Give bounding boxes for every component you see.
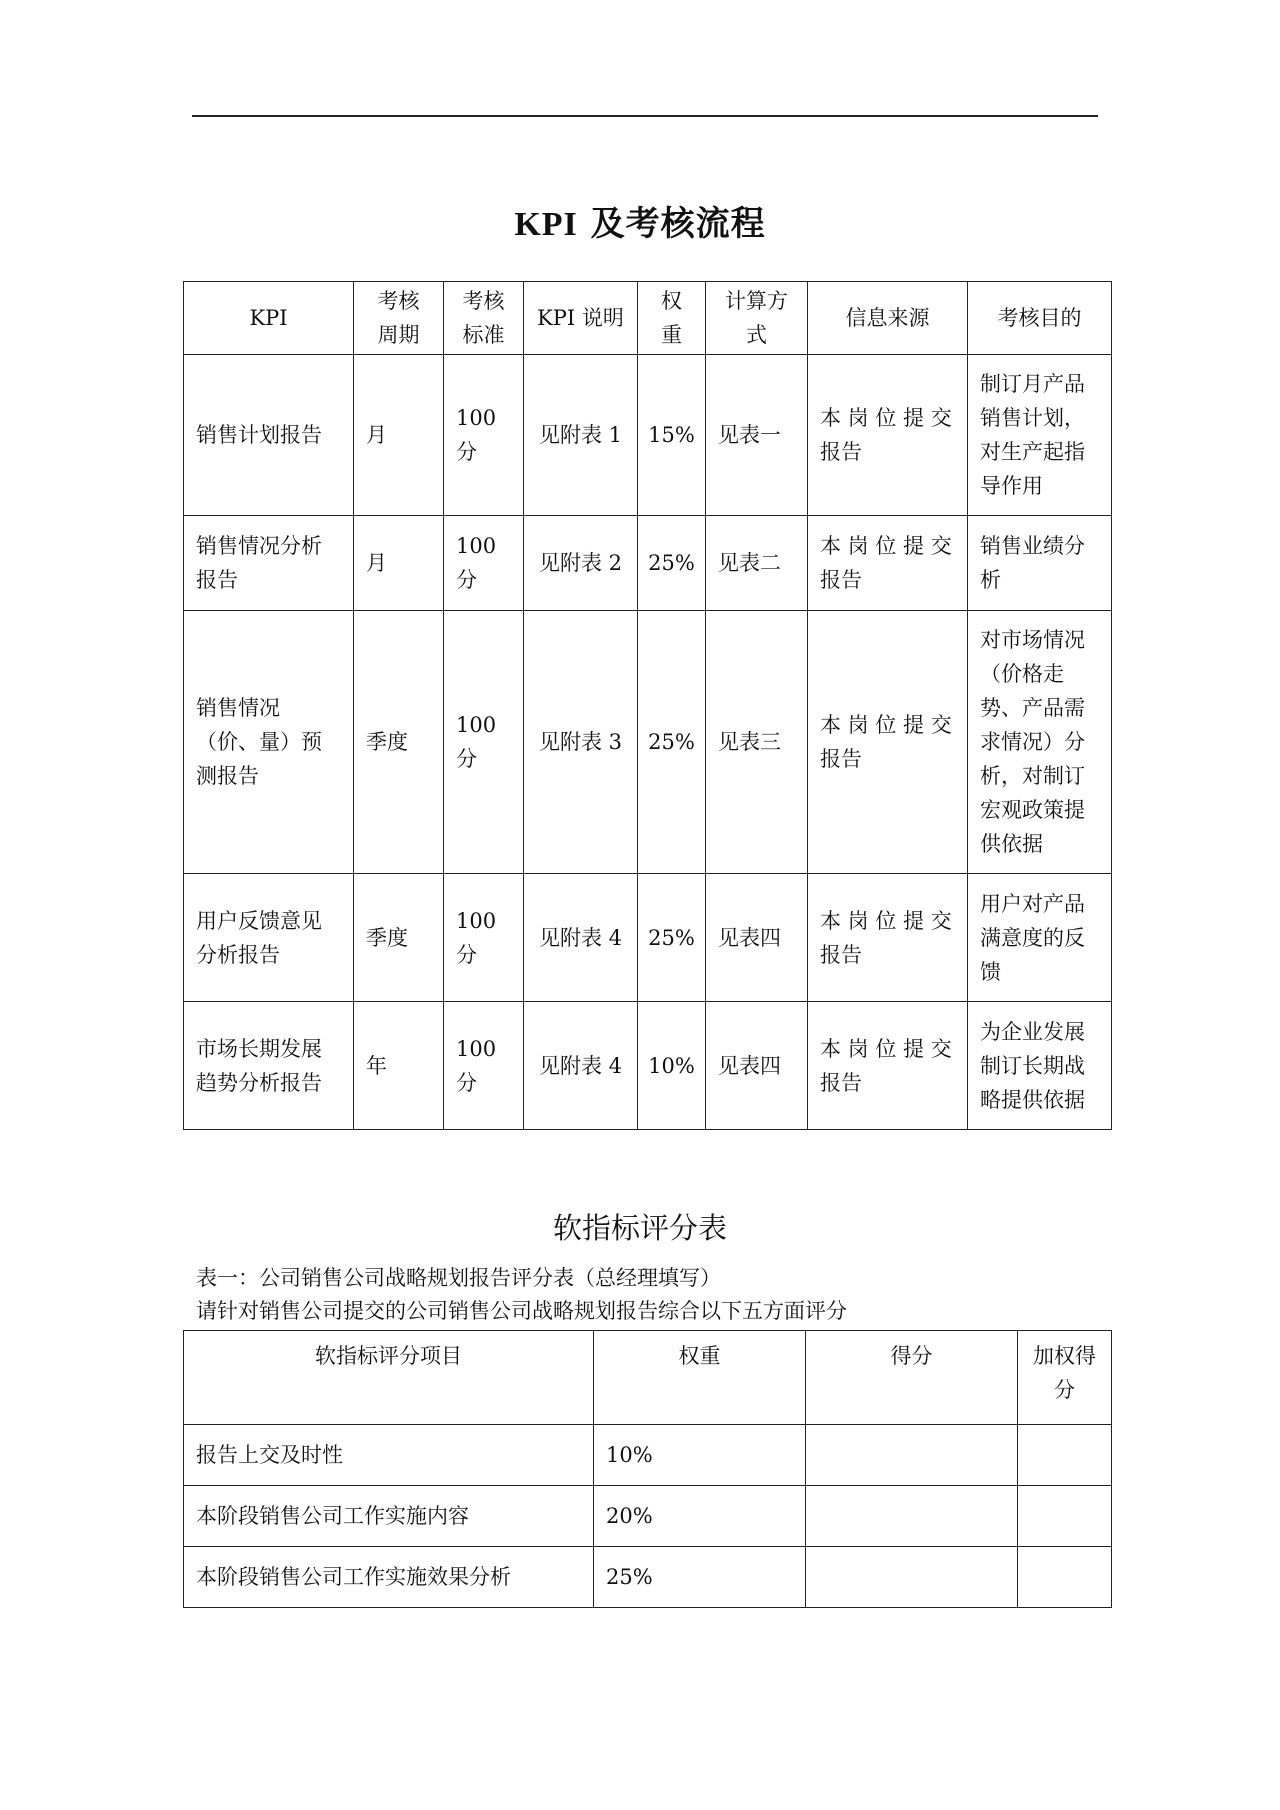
header-soft-weight xyxy=(594,1331,806,1425)
cell-weight: 10% xyxy=(638,1002,706,1130)
header-soft-weighted xyxy=(1018,1331,1112,1425)
cell-period: 月 xyxy=(354,355,444,516)
cell-soft-weighted xyxy=(1018,1486,1112,1547)
header-desc xyxy=(524,282,638,355)
cell-desc: 见附表 2 xyxy=(524,516,638,611)
header-soft-item-label: 软指标评分项目 xyxy=(315,1344,462,1368)
cell-desc: 见附表 4 xyxy=(524,1002,638,1130)
header-purpose xyxy=(968,282,1112,355)
cell-standard xyxy=(444,355,524,516)
header-soft-weighted-line2: 分 xyxy=(1054,1378,1075,1402)
title-rest: 及考核流程 xyxy=(590,204,766,244)
kpi-header-row xyxy=(184,282,1112,355)
header-standard-line2: 标准 xyxy=(462,323,505,347)
cell-source-line1: 本 岗 位 提 交 xyxy=(820,406,952,430)
cell-source-line1: 本 岗 位 提 交 xyxy=(820,1036,952,1061)
table-row xyxy=(184,1547,1112,1608)
header-rule xyxy=(192,115,1098,117)
cell-source-line2: 报告 xyxy=(820,1070,862,1095)
cell-source xyxy=(808,516,968,611)
header-weight xyxy=(638,282,706,355)
table-row xyxy=(184,611,1112,874)
cell-source-line2: 报告 xyxy=(820,942,862,967)
soft-score-table xyxy=(183,1330,1112,1608)
cell-calc: 见表二 xyxy=(706,516,808,611)
cell-purpose: 销售业绩分析 xyxy=(968,516,1112,611)
header-calc-line2: 式 xyxy=(746,323,767,347)
cell-kpi: 销售情况分析报告 xyxy=(184,516,354,611)
cell-soft-weighted xyxy=(1018,1425,1112,1486)
header-period-line2: 周期 xyxy=(377,323,420,347)
table-row xyxy=(184,1425,1112,1486)
cell-standard-value: 100 xyxy=(456,713,497,737)
cell-purpose: 对市场情况（价格走势、产品需求情况）分析，对制订宏观政策提供依据 xyxy=(968,611,1112,874)
table-row xyxy=(184,874,1112,1002)
cell-standard-unit: 分 xyxy=(456,942,477,967)
cell-source xyxy=(808,874,968,1002)
cell-period: 年 xyxy=(354,1002,444,1130)
cell-soft-weighted xyxy=(1018,1547,1112,1608)
title-kpi: KPI xyxy=(514,206,578,243)
cell-soft-item: 报告上交及时性 xyxy=(184,1425,594,1486)
cell-purpose: 制订月产品销售计划，对生产起指导作用 xyxy=(968,355,1112,516)
soft-header-row xyxy=(184,1331,1112,1425)
cell-calc: 见表一 xyxy=(706,355,808,516)
cell-kpi: 用户反馈意见分析报告 xyxy=(184,874,354,1002)
cell-purpose: 为企业发展制订长期战略提供依据 xyxy=(968,1002,1112,1130)
header-soft-weighted-line1: 加权得 xyxy=(1033,1344,1096,1368)
cell-source-line1: 本 岗 位 提 交 xyxy=(820,713,952,737)
cell-standard-value: 100 xyxy=(456,908,497,933)
cell-standard xyxy=(444,516,524,611)
cell-calc: 见表四 xyxy=(706,1002,808,1130)
cell-weight: 25% xyxy=(638,516,706,611)
cell-calc: 见表三 xyxy=(706,611,808,874)
kpi-table xyxy=(183,281,1112,1130)
cell-soft-weight: 25% xyxy=(594,1547,806,1608)
table-row xyxy=(184,1002,1112,1130)
cell-soft-weight: 10% xyxy=(594,1425,806,1486)
cell-calc: 见表四 xyxy=(706,874,808,1002)
cell-source-line1: 本 岗 位 提 交 xyxy=(820,908,952,933)
cell-desc: 见附表 3 xyxy=(524,611,638,874)
cell-source-line2: 报告 xyxy=(820,747,862,771)
header-soft-score-label: 得分 xyxy=(890,1344,933,1368)
header-calc-line1: 计算方 xyxy=(725,289,788,313)
cell-soft-score xyxy=(806,1547,1018,1608)
cell-soft-item: 本阶段销售公司工作实施效果分析 xyxy=(184,1547,594,1608)
cell-standard xyxy=(444,874,524,1002)
cell-soft-score xyxy=(806,1425,1018,1486)
cell-period: 月 xyxy=(354,516,444,611)
header-standard-line1: 考核 xyxy=(462,289,505,313)
header-kpi xyxy=(184,282,354,355)
cell-source-line2: 报告 xyxy=(820,568,862,592)
soft-note-table-caption: 表一：公司销售公司战略规划报告评分表（总经理填写） xyxy=(196,1266,721,1290)
cell-weight: 25% xyxy=(638,874,706,1002)
cell-standard-value: 100 xyxy=(456,1036,497,1061)
header-weight-line1: 权 xyxy=(661,289,682,313)
table-row xyxy=(184,516,1112,611)
header-soft-item xyxy=(184,1331,594,1425)
cell-kpi: 市场长期发展趋势分析报告 xyxy=(184,1002,354,1130)
cell-soft-score xyxy=(806,1486,1018,1547)
cell-kpi: 销售计划报告 xyxy=(184,355,354,516)
cell-standard-unit: 分 xyxy=(456,1070,477,1095)
cell-period: 季度 xyxy=(354,874,444,1002)
cell-standard-unit: 分 xyxy=(456,747,477,771)
header-soft-weight-label: 权重 xyxy=(678,1344,721,1368)
table-row xyxy=(184,1486,1112,1547)
header-soft-score xyxy=(806,1331,1018,1425)
cell-source-line2: 报告 xyxy=(820,440,862,464)
header-purpose-label: 考核目的 xyxy=(997,306,1082,330)
header-source xyxy=(808,282,968,355)
cell-desc: 见附表 1 xyxy=(524,355,638,516)
table-row xyxy=(184,355,1112,516)
cell-weight: 25% xyxy=(638,611,706,874)
cell-soft-item: 本阶段销售公司工作实施内容 xyxy=(184,1486,594,1547)
cell-source xyxy=(808,355,968,516)
cell-standard xyxy=(444,1002,524,1130)
cell-source xyxy=(808,1002,968,1130)
cell-standard-unit: 分 xyxy=(456,440,477,464)
cell-period: 季度 xyxy=(354,611,444,874)
header-kpi-label: KPI xyxy=(249,306,288,330)
header-desc-label: KPI 说明 xyxy=(537,306,624,330)
cell-standard-value: 100 xyxy=(456,534,497,558)
cell-standard-value: 100 xyxy=(456,406,497,430)
header-period-line1: 考核 xyxy=(377,289,420,313)
cell-soft-weight: 20% xyxy=(594,1486,806,1547)
cell-purpose: 用户对产品满意度的反馈 xyxy=(968,874,1112,1002)
cell-standard xyxy=(444,611,524,874)
cell-weight: 15% xyxy=(638,355,706,516)
cell-standard-unit: 分 xyxy=(456,568,477,592)
cell-desc: 见附表 4 xyxy=(524,874,638,1002)
soft-title: 软指标评分表 xyxy=(552,1211,727,1245)
header-weight-line2: 重 xyxy=(661,323,682,347)
cell-kpi: 销售情况（价、量）预测报告 xyxy=(184,611,354,874)
cell-source-line1: 本 岗 位 提 交 xyxy=(820,534,952,558)
page-title xyxy=(0,196,1280,245)
header-standard xyxy=(444,282,524,355)
header-calc xyxy=(706,282,808,355)
header-period xyxy=(354,282,444,355)
header-source-label: 信息来源 xyxy=(845,306,930,330)
cell-source xyxy=(808,611,968,874)
soft-note-instruction: 请针对销售公司提交的公司销售公司战略规划报告综合以下五方面评分 xyxy=(196,1299,847,1323)
